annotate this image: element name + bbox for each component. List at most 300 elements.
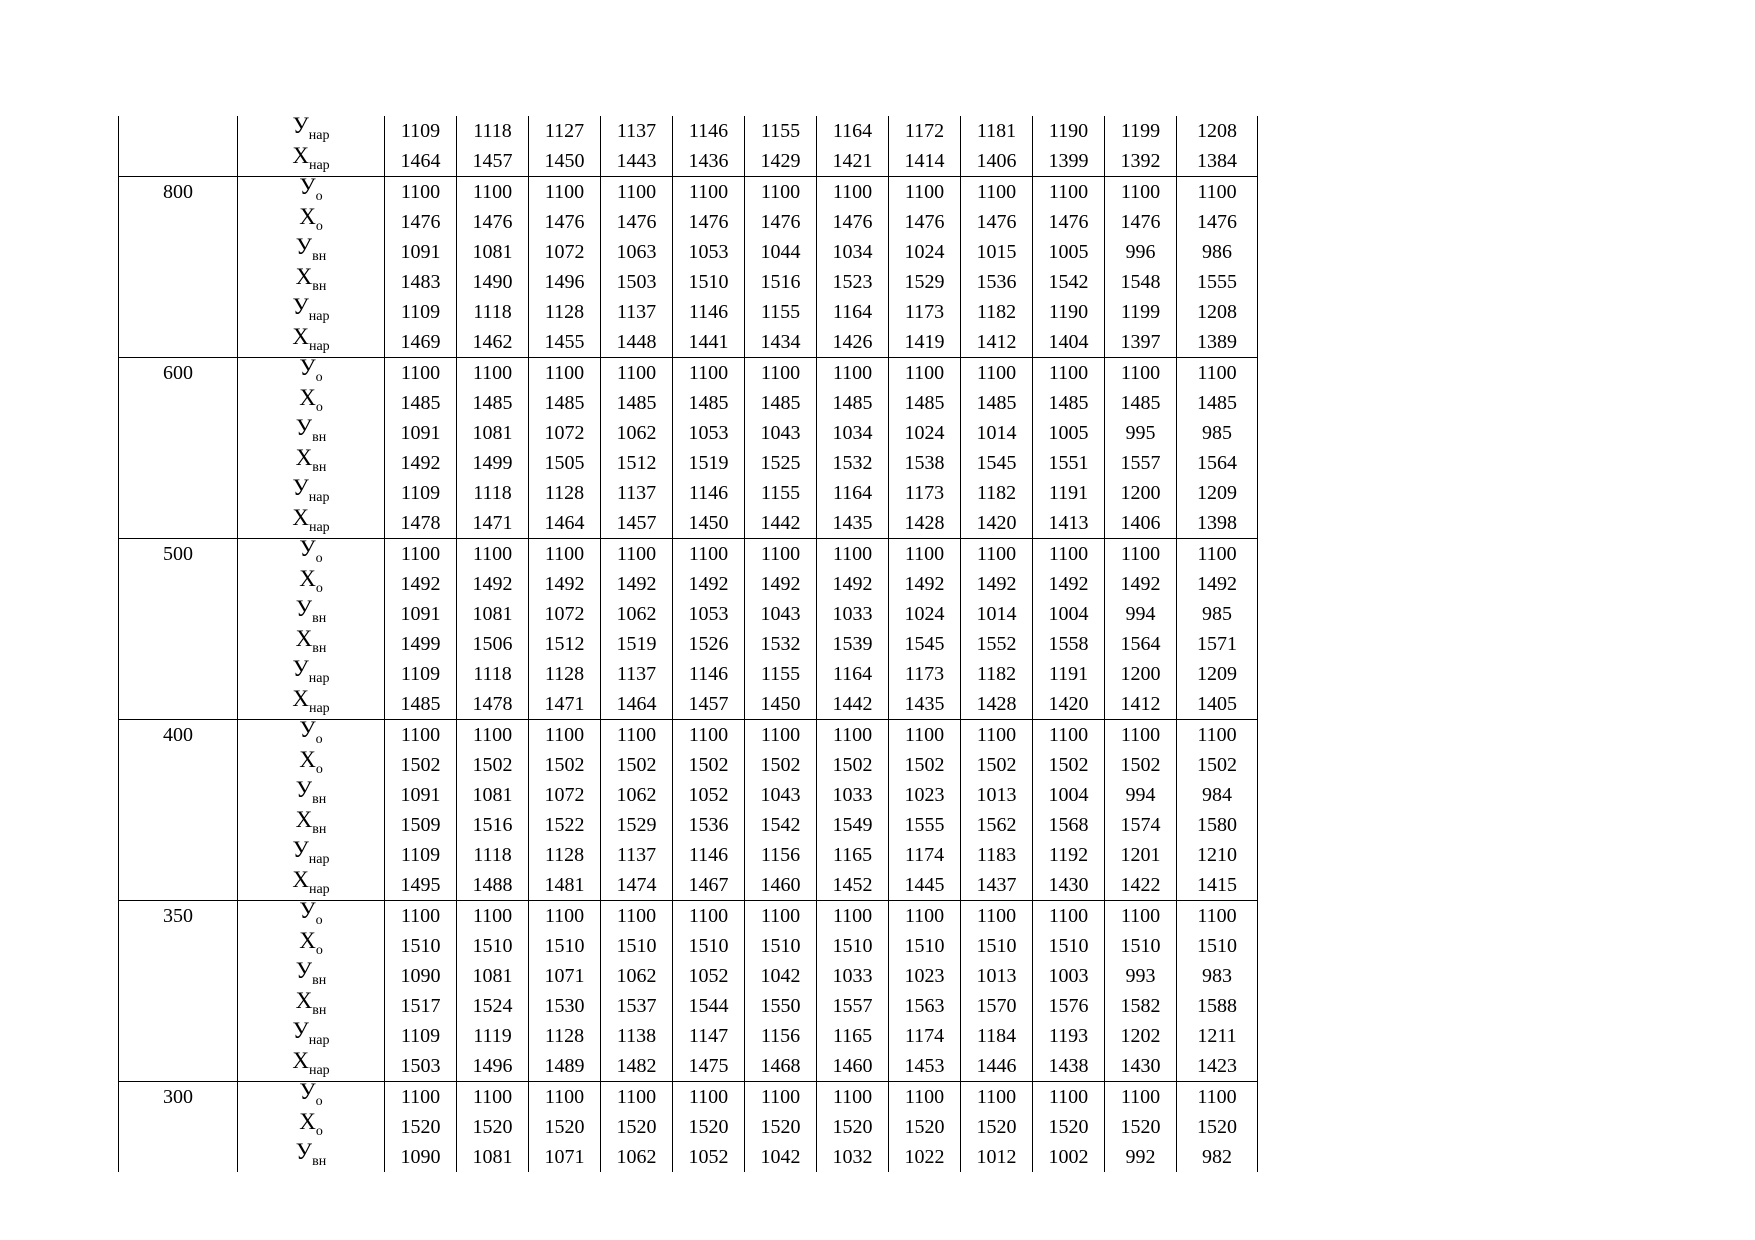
parameter-cell [238,656,385,689]
value-cell: 1118 [457,478,529,508]
table-row [119,388,1258,418]
parameter-subscript: нар [308,701,330,716]
parameter-cell [238,777,385,810]
parameter-symbol: У [295,415,313,440]
value-cell: 1413 [1033,508,1105,539]
value-cell: 1100 [1033,539,1105,570]
value-cell: 1109 [385,1021,457,1051]
value-cell: 1436 [673,146,745,177]
value-cell: 1505 [529,448,601,478]
group-label-cell [119,629,238,659]
value-cell: 1062 [601,780,673,810]
parameter-subscript: нар [308,339,330,354]
value-cell: 1137 [601,840,673,870]
value-cell: 1081 [457,599,529,629]
group-label-cell [119,297,238,327]
group-label-cell: 400 [119,720,238,751]
parameter-cell [238,113,385,146]
value-cell: 993 [1105,961,1177,991]
value-cell: 1100 [601,358,673,389]
value-cell: 1510 [1105,931,1177,961]
value-cell: 1384 [1177,146,1258,177]
parameter-symbol: Х [292,324,309,349]
value-cell: 1072 [529,418,601,448]
value-cell: 1062 [601,961,673,991]
value-cell: 1164 [817,478,889,508]
parameter-cell [238,264,385,297]
value-cell: 1100 [961,177,1033,208]
value-cell: 1476 [745,207,817,237]
value-cell: 1100 [817,901,889,932]
value-cell: 1146 [673,478,745,508]
group-label-cell: 350 [119,901,238,932]
value-cell: 1100 [1105,720,1177,751]
value-cell: 1052 [673,1142,745,1172]
parameter-subscript: о [315,370,323,385]
table-row [119,750,1258,780]
parameter-subscript: нар [308,128,330,143]
value-cell: 1100 [529,1082,601,1113]
value-cell: 1081 [457,961,529,991]
value-cell: 1588 [1177,991,1258,1021]
parameter-subscript: вн [312,460,327,475]
value-cell: 1100 [1033,358,1105,389]
value-cell: 1502 [817,750,889,780]
group-label-cell [119,1021,238,1051]
value-cell: 982 [1177,1142,1258,1172]
value-cell: 1520 [817,1112,889,1142]
value-cell: 1100 [385,720,457,751]
parameter-subscript: о [315,581,323,596]
value-cell: 1476 [529,207,601,237]
parameter-cell [238,536,385,570]
table-row [119,267,1258,297]
value-cell: 1512 [529,629,601,659]
value-cell: 1053 [673,237,745,267]
value-cell: 1502 [1033,750,1105,780]
value-cell: 1033 [817,599,889,629]
value-cell: 1091 [385,599,457,629]
group-label-cell [119,1051,238,1082]
value-cell: 1571 [1177,629,1258,659]
value-cell: 1481 [529,870,601,901]
parameter-subscript: о [315,913,323,928]
parameter-cell [238,837,385,870]
parameter-subscript: вн [312,973,327,988]
value-cell: 1100 [817,358,889,389]
value-cell: 1495 [385,870,457,901]
value-cell: 1091 [385,780,457,810]
value-cell: 1081 [457,1142,529,1172]
value-cell: 1100 [385,177,457,208]
parameter-subscript: о [315,551,323,566]
value-cell: 1496 [529,267,601,297]
value-cell: 1509 [385,810,457,840]
value-cell: 1539 [817,629,889,659]
value-cell: 1502 [889,750,961,780]
value-cell: 1488 [457,870,529,901]
table-row [119,478,1258,508]
value-cell: 1042 [745,961,817,991]
group-label-cell [119,327,238,358]
parameter-symbol: Х [299,385,316,410]
value-cell: 1582 [1105,991,1177,1021]
value-cell: 1090 [385,1142,457,1172]
table-row [119,901,1258,932]
value-cell: 1510 [673,931,745,961]
value-cell: 1404 [1033,327,1105,358]
value-cell: 985 [1177,418,1258,448]
parameter-subscript: вн [312,1003,327,1018]
value-cell: 1536 [673,810,745,840]
table-row [119,629,1258,659]
value-cell: 1574 [1105,810,1177,840]
value-cell: 1492 [961,569,1033,599]
table-row [119,810,1258,840]
value-cell: 1100 [601,720,673,751]
value-cell: 1100 [673,720,745,751]
value-cell: 994 [1105,780,1177,810]
value-cell: 1557 [817,991,889,1021]
value-cell: 1100 [673,1082,745,1113]
value-cell: 1441 [673,327,745,358]
value-cell: 1502 [673,750,745,780]
parameter-subscript: о [315,189,323,204]
value-cell: 1545 [961,448,1033,478]
value-cell: 1555 [889,810,961,840]
parameter-cell [238,1079,385,1113]
value-cell: 984 [1177,780,1258,810]
value-cell: 1414 [889,146,961,177]
value-cell: 1053 [673,418,745,448]
value-cell: 1211 [1177,1021,1258,1051]
table-row [119,1082,1258,1113]
parameter-cell [238,204,385,237]
group-label-cell [119,207,238,237]
parameter-subscript: нар [308,882,330,897]
value-cell: 1510 [1177,931,1258,961]
value-cell: 1576 [1033,991,1105,1021]
value-cell: 1091 [385,418,457,448]
value-cell: 1516 [745,267,817,297]
value-cell: 1532 [745,629,817,659]
value-cell: 1420 [961,508,1033,539]
value-cell: 1492 [385,448,457,478]
value-cell: 1485 [745,388,817,418]
value-cell: 1468 [745,1051,817,1082]
group-label-cell [119,267,238,297]
value-cell: 1482 [601,1051,673,1082]
value-cell: 1523 [817,267,889,297]
value-cell: 1460 [745,870,817,901]
value-cell: 1013 [961,780,1033,810]
parameter-symbol: Х [292,1048,309,1073]
value-cell: 1555 [1177,267,1258,297]
value-cell: 1012 [961,1142,1033,1172]
value-cell: 1485 [889,388,961,418]
parameter-subscript: вн [312,1154,327,1169]
value-cell: 1516 [457,810,529,840]
value-cell: 1100 [1105,177,1177,208]
parameter-subscript: о [315,1094,323,1109]
value-cell: 1437 [961,870,1033,901]
value-cell: 1430 [1105,1051,1177,1082]
value-cell: 1013 [961,961,1033,991]
value-cell: 1015 [961,237,1033,267]
value-cell: 1100 [745,1082,817,1113]
value-cell: 1462 [457,327,529,358]
value-cell: 1174 [889,1021,961,1051]
parameter-subscript: вн [312,279,327,294]
value-cell: 1460 [817,1051,889,1082]
value-cell: 1128 [529,478,601,508]
value-cell: 1419 [889,327,961,358]
value-cell: 1182 [961,297,1033,327]
parameter-subscript: нар [308,309,330,324]
parameter-subscript: вн [312,430,327,445]
value-cell: 1464 [385,146,457,177]
table-row [119,327,1258,358]
parameter-cell [238,747,385,780]
value-cell: 1520 [1033,1112,1105,1142]
value-cell: 1119 [457,1021,529,1051]
value-cell: 1476 [385,207,457,237]
table-row [119,358,1258,389]
value-cell: 1100 [1177,720,1258,751]
value-cell: 1520 [745,1112,817,1142]
value-cell: 1137 [601,659,673,689]
group-label-cell [119,448,238,478]
value-cell: 1100 [1177,177,1258,208]
parameter-symbol: У [299,717,316,742]
value-cell: 1551 [1033,448,1105,478]
parameter-cell [238,626,385,659]
group-label-cell [119,780,238,810]
value-cell: 1485 [1105,388,1177,418]
value-cell: 1549 [817,810,889,840]
value-cell: 1406 [961,146,1033,177]
table-row [119,961,1258,991]
value-cell: 1443 [601,146,673,177]
value-cell: 1063 [601,237,673,267]
group-label-cell: 300 [119,1082,238,1113]
value-cell: 1485 [1177,388,1258,418]
value-cell: 1492 [457,569,529,599]
value-cell: 1100 [529,177,601,208]
parameter-symbol: Х [295,445,313,470]
value-cell: 1155 [745,659,817,689]
value-cell: 1510 [745,931,817,961]
table-row [119,991,1258,1021]
parameter-cell [238,807,385,840]
parameter-subscript: вн [312,822,327,837]
value-cell: 1164 [817,659,889,689]
value-cell: 1202 [1105,1021,1177,1051]
value-cell: 1542 [1033,267,1105,297]
parameter-cell [238,415,385,448]
parameter-cell [238,717,385,751]
value-cell: 1100 [457,539,529,570]
value-cell: 1100 [601,177,673,208]
parameter-subscript: вн [312,641,327,656]
value-cell: 1438 [1033,1051,1105,1082]
value-cell: 1506 [457,629,529,659]
value-cell: 1109 [385,840,457,870]
table-row [119,840,1258,870]
value-cell: 1469 [385,327,457,358]
value-cell: 1100 [1105,901,1177,932]
parameter-subscript: нар [308,520,330,535]
value-cell: 996 [1105,237,1177,267]
table-row [119,689,1258,720]
value-cell: 1100 [673,901,745,932]
value-cell: 1174 [889,840,961,870]
value-cell: 1429 [745,146,817,177]
value-cell: 1100 [457,177,529,208]
value-cell: 1489 [529,1051,601,1082]
table-row [119,720,1258,751]
value-cell: 1476 [601,207,673,237]
value-cell: 1422 [1105,870,1177,901]
value-cell: 1165 [817,840,889,870]
value-cell: 1100 [745,539,817,570]
value-cell: 1478 [457,689,529,720]
value-cell: 1434 [745,327,817,358]
parameter-symbol: У [295,1139,313,1164]
value-cell: 1502 [961,750,1033,780]
value-cell: 1118 [457,116,529,146]
value-cell: 1442 [745,508,817,539]
value-cell: 1392 [1105,146,1177,177]
value-cell: 1146 [673,297,745,327]
group-label-cell [119,599,238,629]
parameter-subscript: нар [308,671,330,686]
value-cell: 1100 [601,539,673,570]
value-cell: 1128 [529,840,601,870]
value-cell: 1208 [1177,116,1258,146]
value-cell: 1183 [961,840,1033,870]
value-cell: 1428 [961,689,1033,720]
value-cell: 1100 [385,1082,457,1113]
value-cell: 1100 [817,539,889,570]
value-cell: 1155 [745,297,817,327]
value-cell: 1034 [817,418,889,448]
value-cell: 1450 [745,689,817,720]
value-cell: 1529 [601,810,673,840]
parameter-cell [238,1109,385,1142]
group-label-cell [119,1142,238,1172]
parameter-cell [238,385,385,418]
value-cell: 1014 [961,418,1033,448]
value-cell: 1492 [529,569,601,599]
table-row [119,599,1258,629]
document-page [118,113,1258,1172]
value-cell: 1412 [1105,689,1177,720]
value-cell: 1502 [529,750,601,780]
parameter-symbol: У [292,837,309,862]
value-cell: 1156 [745,1021,817,1051]
value-cell: 1052 [673,961,745,991]
value-cell: 1043 [745,780,817,810]
table-row [119,539,1258,570]
group-label-cell [119,659,238,689]
parameter-cell [238,1018,385,1051]
value-cell: 1499 [457,448,529,478]
value-cell: 1492 [385,569,457,599]
value-cell: 1100 [1177,901,1258,932]
parameter-cell [238,958,385,991]
parameter-cell [238,867,385,901]
value-cell: 1165 [817,1021,889,1051]
parameter-symbol: У [292,113,309,138]
value-cell: 1062 [601,1142,673,1172]
value-cell: 1173 [889,478,961,508]
table-row [119,297,1258,327]
value-cell: 1100 [601,901,673,932]
value-cell: 1558 [1033,629,1105,659]
value-cell: 1155 [745,116,817,146]
parameter-subscript: нар [308,158,330,173]
value-cell: 1476 [673,207,745,237]
value-cell: 1034 [817,237,889,267]
value-cell: 1191 [1033,659,1105,689]
value-cell: 1476 [961,207,1033,237]
parameter-subscript: о [315,943,323,958]
value-cell: 1510 [457,931,529,961]
value-cell: 1442 [817,689,889,720]
value-cell: 1199 [1105,116,1177,146]
value-cell: 1128 [529,659,601,689]
value-cell: 1492 [1105,569,1177,599]
value-cell: 1100 [1105,358,1177,389]
value-cell: 1552 [961,629,1033,659]
value-cell: 986 [1177,237,1258,267]
value-cell: 1023 [889,961,961,991]
value-cell: 1100 [673,177,745,208]
parameter-cell [238,505,385,539]
value-cell: 1100 [529,901,601,932]
value-cell: 1200 [1105,478,1177,508]
value-cell: 1476 [1177,207,1258,237]
value-cell: 1109 [385,116,457,146]
value-cell: 1100 [457,1082,529,1113]
parameter-symbol: У [295,958,313,983]
value-cell: 1485 [673,388,745,418]
value-cell: 1476 [889,207,961,237]
value-cell: 1127 [529,116,601,146]
value-cell: 1173 [889,659,961,689]
parameter-symbol: У [292,294,309,319]
parameter-subscript: нар [308,852,330,867]
parameter-symbol: Х [295,626,313,651]
table-row [119,569,1258,599]
parameter-cell [238,234,385,267]
group-label-cell [119,116,238,146]
value-cell: 1423 [1177,1051,1258,1082]
group-label-cell [119,478,238,508]
value-cell: 1485 [1033,388,1105,418]
value-cell: 1100 [457,720,529,751]
value-cell: 1538 [889,448,961,478]
parameter-cell [238,898,385,932]
value-cell: 1520 [457,1112,529,1142]
value-cell: 1492 [673,569,745,599]
value-cell: 1192 [1033,840,1105,870]
value-cell: 1430 [1033,870,1105,901]
value-cell: 1182 [961,478,1033,508]
table-row [119,508,1258,539]
value-cell: 1568 [1033,810,1105,840]
